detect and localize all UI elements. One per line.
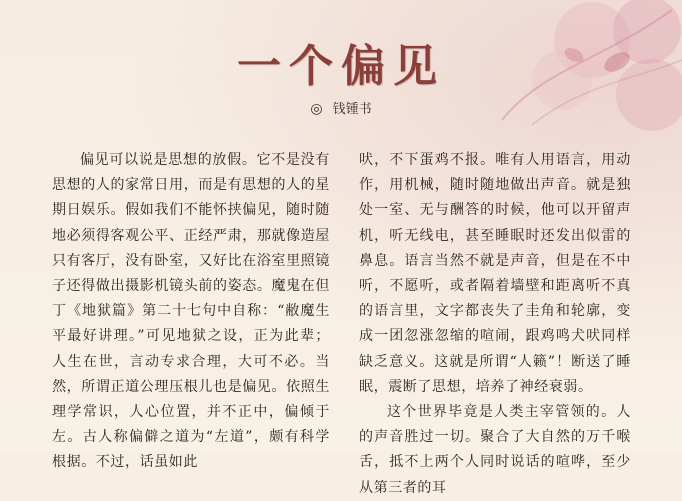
article-title: 一个偏见 <box>237 41 445 92</box>
paragraph-1-continued: 吠，不下蛋鸡不报。唯有人用语言，用动作，用机械，随时随地做出声音。就是独处一室、无与酬答的时候，他可以开留声机，听无线电，甚至睡眠时还发出似雷的鼻息。语言当然不就是声音，但是在不中听，不愿听，或者隔着墙壁和距离听不真的语言里，文字都丧失了圭角和轮廓，变成一团忽涨忽缩的喧闹，跟鸡鸣犬吠同样缺乏意义。这就是所谓“人籁”！断送了睡眠，震断了思想，培养了神经衰弱。 <box>359 152 631 395</box>
paragraph-2: 这个世界毕竟是人类主宰管领的。人的声音胜过一切。聚合了大自然的万千喉舌，抵不上两个人同时说话的喧哗，至少从第三者的耳 <box>359 404 631 496</box>
left-column <box>52 148 330 476</box>
paragraph-1: 偏见可以说是思想的放假。它不是没有思想的人的家常日用，而是有思想的人的星期日娱乐。假如我们不能怀挟偏见，随时随地必须得客观公平、正经严肃，那就像造屋只有客厅，没有卧室，又好比在浴室里照镜子还得做出摄影机镜头前的姿态。魔鬼在但丁《地狱篇》第二十七句中自称：“敝魔生平最好讲理。”可见地狱之设，正为此辈；人生在世，言动专求合理，大可不必。当然，所谓正道公理压根儿也是偏见。依照生理学常识，人心位置，并不正中，偏倾于左。古人称偏僻之道为“左道”，颇有科学根据。不过，话虽如此 <box>52 152 330 471</box>
right-column <box>359 148 631 501</box>
author-mark-icon: ◎ <box>310 101 323 117</box>
author-line <box>0 98 682 117</box>
author-name: 钱锺书 <box>332 102 372 117</box>
